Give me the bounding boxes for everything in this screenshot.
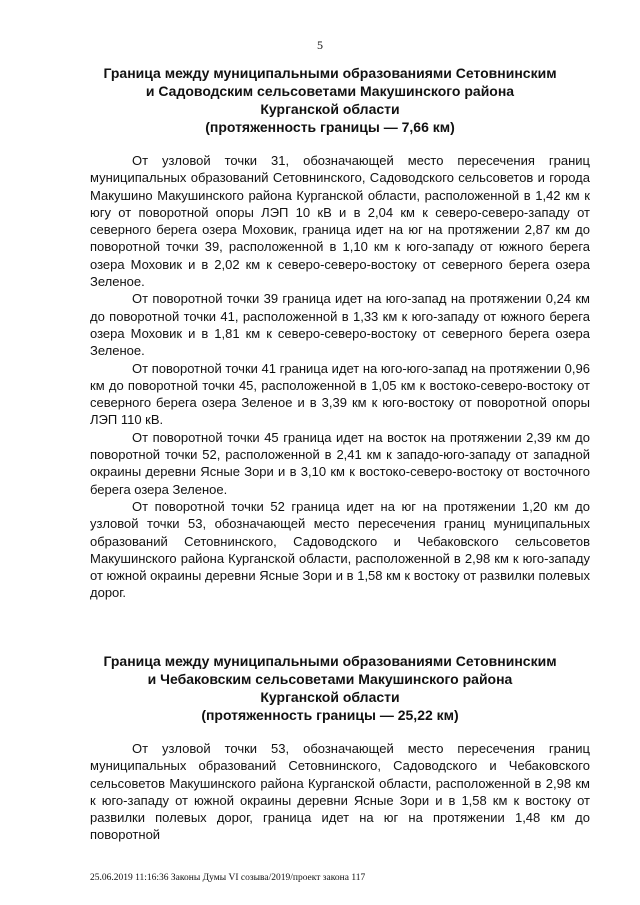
paragraph: От поворотной точки 41 граница идет на юго-юго-запад на протяжении 0,96 км до поворотной точки 45, расположенной в 1,05 км к востоко-северо-востоку от северного берега озера Зеленое и в 3,39 км к юго-востоку от поворотной опоры ЛЭП 110 кВ. xyxy=(90,360,590,428)
title-length: (протяженность границы — 25,22 км) xyxy=(201,707,459,723)
title-line: Курганской области xyxy=(260,101,400,117)
title-line: и Садоводским сельсоветами Макушинского района xyxy=(145,83,515,99)
paragraph: От узловой точки 53, обозначающей место пересечения границ муниципальных образований Сетовнинского, Садоводского и Чебаковского сельсоветов Макушинского района Курганской области, расположенной в 2,98 км к юго-западу от южной окраины деревни Ясные Зори и в 1,58 км к востоку от развилки полевых дорог, граница идет на юг на протяжении 1,48 км до поворотной xyxy=(90,741,590,843)
section-body xyxy=(90,152,590,602)
section-title xyxy=(60,64,600,136)
title-line: Курганской области xyxy=(260,689,400,705)
paragraph: От поворотной точки 45 граница идет на восток на протяжении 2,39 км до поворотной точки 52, расположенной в 2,41 км к западо-юго-западу от западной окраины деревни Ясные Зори и в 3,10 км к востоко-северо-востоку от восточного берега озера Зеленое. xyxy=(90,429,590,497)
section-title xyxy=(60,652,600,724)
title-line: Граница между муниципальными образованиями Сетовнинским xyxy=(103,653,557,669)
title-length: (протяженность границы — 7,66 км) xyxy=(205,119,455,135)
page-number: 5 xyxy=(317,38,323,52)
section-body xyxy=(90,740,590,844)
title-line: Граница между муниципальными образованиями Сетовнинским xyxy=(103,65,557,81)
title-line: и Чебаковским сельсоветами Макушинского района xyxy=(147,671,513,687)
paragraph: От поворотной точки 39 граница идет на юго-запад на протяжении 0,24 км до поворотной точки 41, расположенной в 1,33 км к юго-западу от южного берега озера Моховик и в 1,81 км к северо-северо-востоку от северного берега озера Зеленое. xyxy=(90,291,590,359)
paragraph: От поворотной точки 52 граница идет на юг на протяжении 1,20 км до узловой точки 53, обозначающей место пересечения границ муниципальных образований Сетовнинского, Садоводского и Чебаковского сельсоветов Макушинского района Курганской области, расположенной в 2,98 км к юго-западу от южной окраины деревни Ясные Зори и в 1,58 км к востоку от развилки полевых дорог. xyxy=(90,498,590,601)
footer-stamp: 25.06.2019 11:16:36 Законы Думы VI созыва/2019/проект закона 117 xyxy=(90,873,366,883)
paragraph: От узловой точки 31, обозначающей место пересечения границ муниципальных образований Сетовнинского, Садоводского сельсоветов и города Макушино Макушинского района Курганской области, расположенной в 1,42 км к югу от поворотной опоры ЛЭП 10 кВ и в 2,04 км к северо-северо-западу от северного берега озера Моховик, граница идет на юг на протяжении 2,87 км до поворотной точки 39, расположенной в 1,10 км к юго-западу от южного берега озера Моховик и в 2,02 км к северо-северо-востоку от северного берега озера Зеленое. xyxy=(90,153,590,290)
